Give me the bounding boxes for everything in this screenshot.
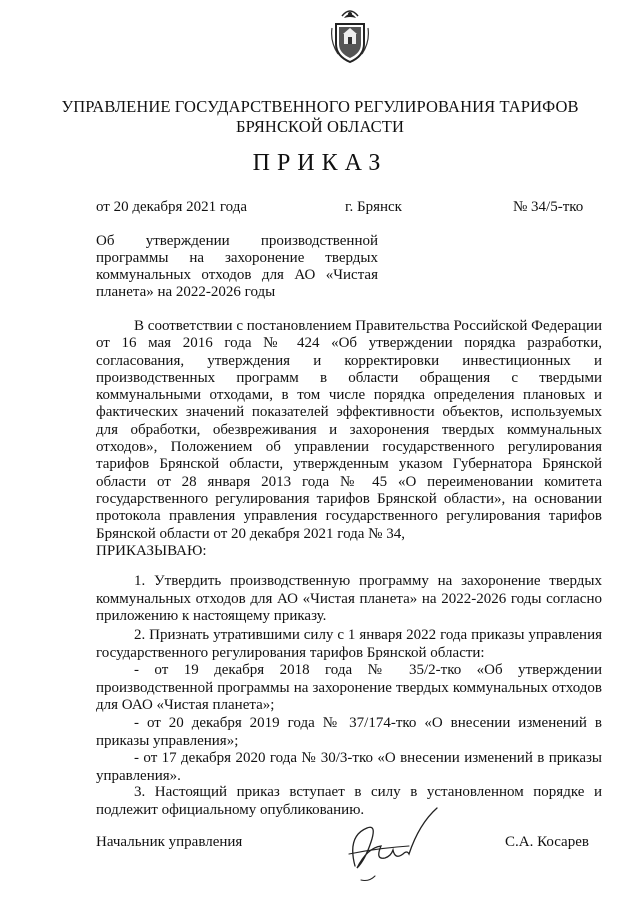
document-number: № 34/5-тко <box>513 199 584 215</box>
document-type-title: ПРИКАЗ <box>252 150 388 176</box>
order-item-1: 1. Утвердить производственную программу на захоронение твердых коммунальных отходов для АО «Чистая планета» на 2022-2026 годы согласно приложению к настоящему приказу. <box>96 573 602 624</box>
order-item-2: 2. Признать утратившими силу с 1 января 2022 года приказы управления государственного регулирования тарифов Брянской области: <box>96 627 602 661</box>
handwritten-signature-icon <box>335 806 445 886</box>
preamble-paragraph: В соответствии с постановлением Правительства Российской Федерации от 16 мая 2016 года № 424 «Об утверждении порядка разработки, согласования, утверждения и корректировки инвестиционных и производственных программ в области обращения с твердыми коммунальными отходами, в том числе порядка определения плановых и фактических значений показателей эффективности объектов, используемых для обработки, обезвреживания и захоронения твердых коммунальных отходов», Положением об управлении государственного регулирования тарифов Брянской области, утвержденным указом Губернатора Брянской области от 28 января 2013 года № 45 «О переименовании комитета государственного регулирования тарифов Брянской области», на основании протокола правления управления государственного регулирования тарифов Брянской области от 20 декабря 2021 года № 34, <box>96 318 602 542</box>
order-item-2-sub-3: - от 17 декабря 2020 года № 30/3-тко «О внесении изменений в приказы управления». <box>96 750 602 784</box>
document-subject: Об утверждении производственной программы на захоронение твердых коммунальных отходов для АО «Чистая планета» на 2022-2026 годы <box>96 233 378 300</box>
agency-name-line2: БРЯНСКОЙ ОБЛАСТИ <box>236 117 404 136</box>
agency-name-line1: УПРАВЛЕНИЕ ГОСУДАРСТВЕННОГО РЕГУЛИРОВАНИЯ ТАРИФОВ <box>61 97 579 116</box>
signatory-position: Начальник управления <box>96 834 243 850</box>
document-city: г. Брянск <box>345 199 402 215</box>
coat-of-arms-icon <box>330 8 370 66</box>
order-keyword: ПРИКАЗЫВАЮ: <box>96 543 207 559</box>
document-date: от 20 декабря 2021 года <box>96 199 248 215</box>
order-item-2-sub-1: - от 19 декабря 2018 года № 35/2-тко «Об утверждении производственной программы на захоронение твердых коммунальных отходов для ОАО «Чистая планета»; <box>96 662 602 713</box>
order-item-3: 3. Настоящий приказ вступает в силу в установленном порядке и подлежит официальному опубликованию. <box>96 784 602 818</box>
order-item-2-sub-2: - от 20 декабря 2019 года № 37/174-тко «О внесении изменений в приказы управления»; <box>96 715 602 749</box>
signatory-name: С.А. Косарев <box>505 834 589 850</box>
